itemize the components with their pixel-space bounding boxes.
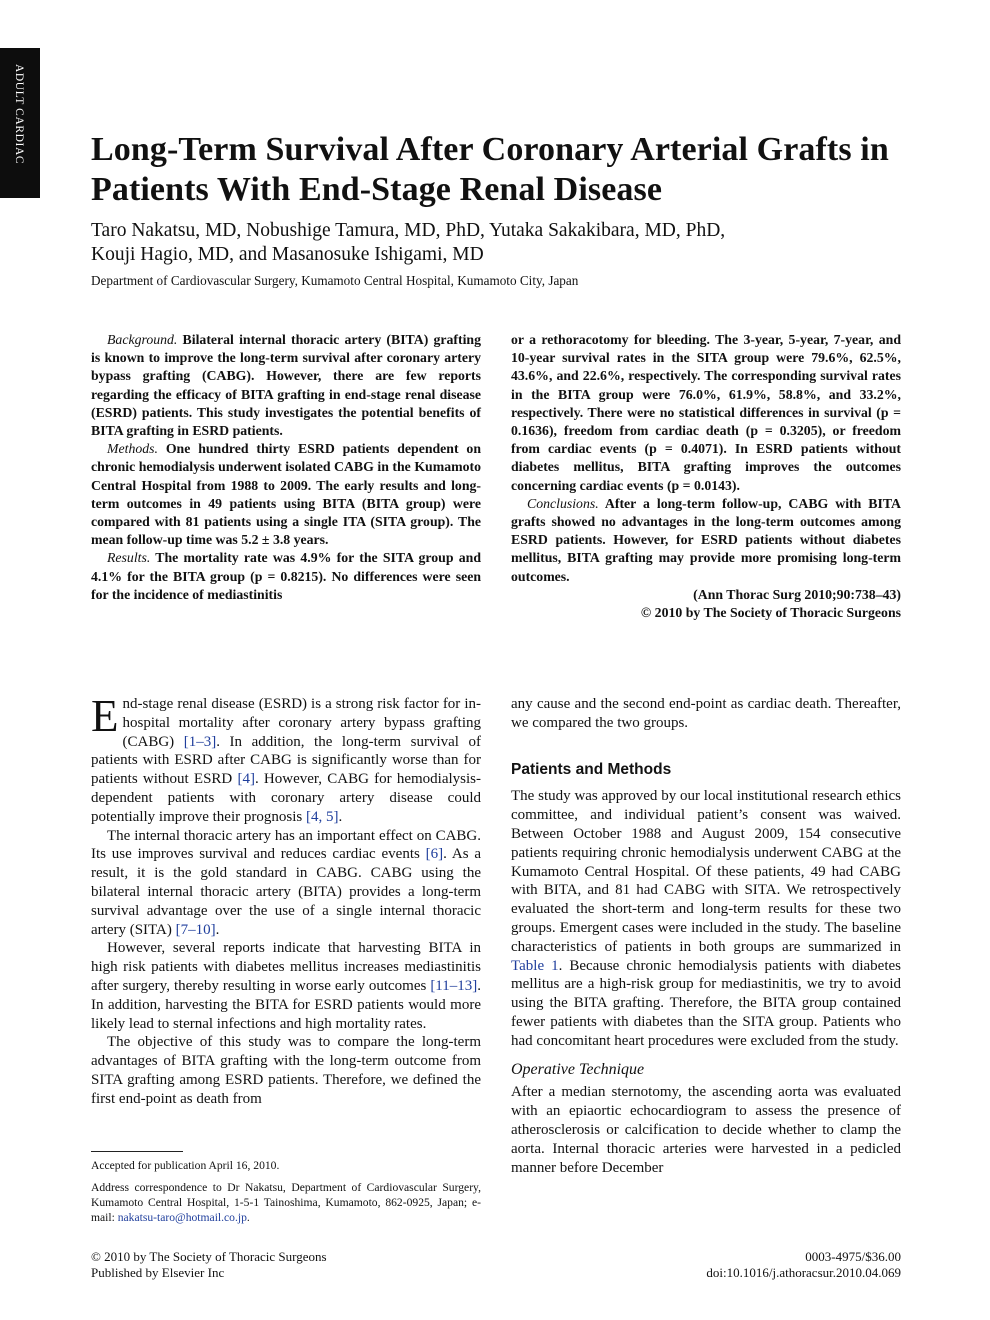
text-run: . Because chronic hemodialysis patients with diabetes mellitus are a high-risk group for mediastinitis, we try to avoid using the BITA grafting. Therefore, the BITA group contained fewer patients with diabetes than the SITA group. Patients who had concomitant heart procedures were excluded from the study.	[511, 957, 901, 1049]
authors-line-2: Kouji Hagio, MD, and Masanosuke Ishigami, MD	[91, 244, 484, 265]
reference-link-6[interactable]: [6]	[425, 846, 444, 863]
footnotes	[91, 1158, 481, 1232]
text-run: . In addition, harvesting the BITA for ESRD patients would more likely lead to sternal infections and high mortality rates.	[91, 977, 481, 1032]
results-text-part1: The mortality rate was 4.9% for the SITA group and 4.1% for the BITA group (p = 0.8215). No differences were seen for the incidence of mediastinitis	[91, 550, 481, 602]
intro-paragraph-2	[91, 827, 481, 940]
affiliation: Department of Cardiovascular Surgery, Kumamoto Central Hospital, Kumamoto City, Japan	[91, 273, 579, 288]
footer-publisher: Published by Elsevier Inc	[91, 1265, 225, 1280]
abstract-conclusions	[511, 495, 901, 586]
intro-paragraph-1	[91, 691, 481, 827]
footnote-divider	[91, 1151, 183, 1152]
drop-cap: E	[91, 691, 119, 741]
abstract-left-column	[91, 331, 481, 604]
text-run: . However, CABG for hemodialysis-dependent patients with coronary artery disease could potentially improve their prognosis	[91, 771, 481, 825]
table-1-link[interactable]: Table 1	[511, 957, 559, 974]
text-run: The internal thoracic artery has an important effect on CABG. Its use improves survival and reduces cardiac events	[91, 827, 481, 863]
results-label: Results.	[107, 550, 151, 566]
background-text: Bilateral internal thoracic artery (BITA) grafting is known to improve the long-term survival after coronary artery bypass grafting (CABG). However, there are few reports regarding the efficacy of BITA grafting in end-stage renal disease (ESRD) patients. This study investigates the potential benefits of BITA grafting in ESRD patients.	[91, 332, 481, 439]
background-label: Background.	[107, 332, 178, 347]
intro-paragraph-3	[91, 939, 481, 1033]
side-tab-label: ADULT CARDIAC	[13, 64, 25, 165]
body-left-column	[91, 691, 481, 1109]
email-link[interactable]: nakatsu-taro@hotmail.co.jp	[117, 1211, 247, 1224]
abstract-copyright: © 2010 by The Society of Thoracic Surgeons	[640, 605, 901, 621]
accepted-date: Accepted for publication April 16, 2010.	[91, 1159, 280, 1172]
abstract-background	[91, 331, 481, 440]
text-run: nd-stage renal disease (ESRD) is a strong risk factor for in-hospital mortality after coronary artery bypass grafting (CABG)	[122, 696, 481, 750]
reference-link-7-10[interactable]: [7–10]	[175, 921, 216, 938]
reference-link-4[interactable]: [4]	[237, 771, 255, 788]
reference-link-11-13[interactable]: [11–13]	[430, 977, 478, 994]
methods-paragraph	[511, 787, 901, 1050]
journal-citation: (Ann Thorac Surg 2010;90:738–43)	[693, 586, 901, 602]
text-run: . As a result, it is the gold standard in CABG. CABG using the bilateral internal thoracic artery (BITA) provides a long-term survival advantage over the use of a single internal thoracic artery (SITA)	[91, 846, 481, 938]
author-list	[91, 219, 911, 267]
section-side-tab	[0, 48, 40, 198]
correspondence-address	[91, 1180, 481, 1225]
footer-issn-price: 0003-4975/$36.00	[805, 1249, 901, 1264]
text-run: . In addition, the long-term survival of patients with ESRD after CABG is significantly worse than for patients without ESRD	[91, 733, 481, 788]
operative-technique-paragraph: After a median sternotomy, the ascending aorta was evaluated with an epiaortic echocardiogram to assess the presence of atherosclerosis or calcification to decide whether to clamp the aorta. Internal thoracic arteries were harvested in a pedicled manner before December	[511, 1084, 901, 1176]
authors-line-1: Taro Nakatsu, MD, Nobushige Tamura, MD, PhD, Yutaka Sakakibara, MD, PhD,	[91, 220, 726, 241]
footer-doi: doi:10.1016/j.athoracsur.2010.04.069	[706, 1265, 901, 1280]
footer-copyright: © 2010 by The Society of Thoracic Surgeons	[91, 1249, 327, 1264]
methods-label: Methods.	[107, 441, 158, 457]
reference-link-4-5[interactable]: [4, 5]	[305, 808, 339, 825]
abstract-methods	[91, 440, 481, 549]
abstract-right-column	[511, 331, 901, 622]
text-run: .	[338, 808, 343, 825]
abstract-results-continued: or a rethoracotomy for bleeding. The 3-year, 5-year, 7-year, and 10-year survival rates in the SITA group were 79.6%, 62.5%, 43.6%, and 22.6%, respectively. The corresponding survival rates in the BITA group were 76.0%, 61.9%, 58.8%, and 33.2%, respectively. There were no statistical differences in survival (p = 0.1636), freedom from cardiac death (p = 0.3205), or freedom from cardiac events (p = 0.4071). In ESRD patients without diabetes mellitus, BITA grafting improves the outcomes concerning cardiac events (p = 0.0143).	[511, 332, 901, 493]
conclusions-text: After a long-term follow-up, CABG with BITA grafts showed no advantages in the long-term outcomes among ESRD patients. However, for ESRD patients without diabetes mellitus, BITA grafting may provide more promising long-term outcomes.	[511, 495, 901, 584]
section-heading-patients-methods: Patients and Methods	[511, 760, 672, 778]
reference-link-1-3[interactable]: [1–3]	[183, 733, 217, 750]
article-title: Long-Term Survival After Coronary Arterial Grafts in Patients With End-Stage Renal Disease	[91, 131, 889, 208]
abstract-results	[91, 549, 481, 604]
body-right-column	[511, 695, 901, 1177]
footer-right	[706, 1249, 901, 1281]
text-run: However, several reports indicate that harvesting BITA in high risk patients with diabetes mellitus increases mediastinitis after surgery, thereby resulting in worse early outcomes	[91, 940, 481, 994]
conclusions-label: Conclusions.	[527, 495, 599, 511]
intro-paragraph-4: The objective of this study was to compare the long-term advantages of BITA grafting with the long-term outcome from SITA grafting among ESRD patients. Therefore, we defined the first end-point as death from	[91, 1034, 481, 1107]
footer-left	[91, 1249, 327, 1281]
text-run: Address correspondence to Dr Nakatsu, Department of Cardiovascular Surgery, Kumamoto Central Hospital, 1-5-1 Tainoshima, Kumamoto, 862-0925, Japan; e-mail:	[91, 1181, 481, 1224]
subsection-heading-operative-technique: Operative Technique	[511, 1060, 645, 1078]
intro-paragraph-4-continued: any cause and the second end-point as cardiac death. Thereafter, we compared the two groups.	[511, 696, 901, 731]
text-run: .	[215, 921, 220, 938]
text-run: The study was approved by our local institutional research ethics committee, and individual patient’s consent was waived. Between October 1988 and August 2009, 154 consecutive patients requiring chronic hemodialysis underwent CABG at the Kumamoto Central Hospital. Of these patients, 49 had CABG with BITA, and 81 had CABG with SITA. We retrospectively evaluated the short-term and long-term results for these two groups. Emergent cases were included in the study. The baseline characteristics of patients in both groups are summarized in	[511, 788, 901, 955]
methods-text: One hundred thirty ESRD patients dependent on chronic hemodialysis underwent isolated CABG in the Kumamoto Central Hospital from 1988 to 2009. The early results and long-term outcomes in 49 patients using BITA (BITA group) were compared with 81 patients using a single ITA (SITA group). The mean follow-up time was 5.2 ± 3.8 years.	[91, 441, 481, 548]
text-run: .	[246, 1211, 250, 1224]
